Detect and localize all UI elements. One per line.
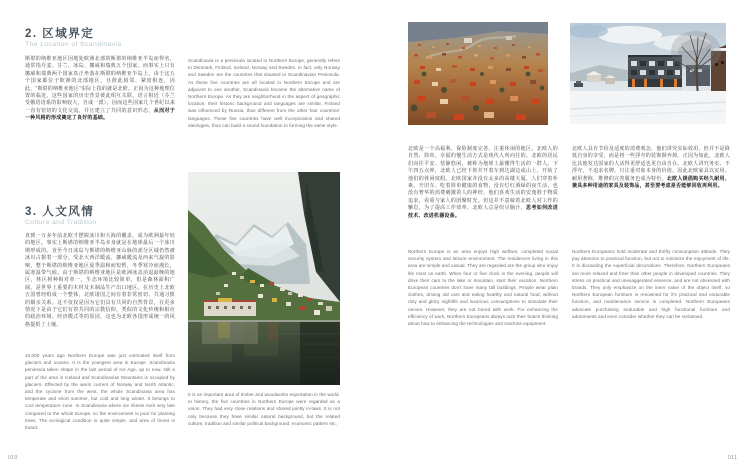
fjord-village-photo xyxy=(188,172,340,385)
snow-street-photo xyxy=(570,23,726,124)
section-subtitle-location: The Location of Scandinavia xyxy=(25,41,122,48)
en-paragraph-timber: It is an important area of timber and woodworks exportation in the world. In history, the five countries in Northern Europe were regarded as a union. They had very close relations and shared jointly in-laws. It is not only because they have similar natural background, but the related culture, tradition and similar political background, economic pattern etc. xyxy=(188,392,340,426)
zh-paragraph-thrift-bold: 北欧人提倡购买经久耐用、兼具多种用途的家具及装饰品，甚至要考虑是否能够回收再利用。 xyxy=(572,175,730,190)
en-paragraph-welfare: Northern Europe is an area enjoys high welfare, completed social security system and leisure environment. The residences living in this area are simple and casual. They are regarded are the group who enjoy life most on earth. When four or five clock in the evening, people will drive their cars to the lake or mountain, start their vacation. Northern European countries don't have many tall buildings. People wear plain clothes, driving old cars and eating healthy and natural food, without ritzy and glitzy nightlife and luxurious consumptions to stimulate their nerves. However, they are not bored with work. For enhancing the efficiency of work, Northern Europeans always rack their brains thinking about how to enhancing the technologies and machine equipment. xyxy=(408,249,558,327)
zh-paragraph-lifestyle-bold: 思考如何改进技术、改进机器设备。 xyxy=(408,205,558,219)
zh-paragraph-thrift-text: 北欧人具有节俭及适度的消费观念，他们讲究实际效用，但并不是降低自身的享受，而是将一些浮夸的装饰摒弃掉。正因为如此，北欧人比其他发达国家的人活得更舒适也更自由自在。北欧人讲究务实、不浮夸、不追求名牌，只注重对象本身的价值。因此北欧家具以实用、耐用著称，维修的完善服务也成为特色。 xyxy=(572,146,730,182)
zh-paragraph-location-bold: 从而对于一种风格的形成奠定了良好的基础。 xyxy=(25,107,175,122)
page-number-right: 011 xyxy=(728,455,738,461)
zh-paragraph-location-text: 斯堪的纳维亚地区因地处欧洲北部的斯堪的纳维亚半岛而得名，通常指丹麦、芬兰、冰岛、挪威和瑞典五个国家。而事实上只有挪威和瑞典两个国家真正坐落在斯堪的纳维亚半岛上。由于这五个国家都位于欧洲的北部地区，且彼此相邻、紧密相连，因此，“斯堪的纳维亚地区”实际上指的就是北欧。正因为这种地理位置的临近，这些国家的历史背景彼此相互关联，语言相近（芬兰受俄语语系的影响较大，自成一派），因而这些国家几个世纪以来一直有密切的文化交流，并且建立了共同的意识形态， xyxy=(25,56,175,114)
section-title-culture: 3. 人文风情 xyxy=(25,206,95,218)
zh-paragraph-lifestyle xyxy=(408,146,558,220)
en-paragraph-consumption: Northern Europeans hold moderate and thrifty consumption attitude. They pay attention to practical function, but not to minimize the enjoyment of life. It is discarding the superficial decorations. Therefore, Northern Europeans are more relaxed and freer than other people in developed countries. They stress on practical and unexaggerated essence, and are not obsessed with brands. They only emphasize on the inner value of the object itself, so Northern European furniture is renowned for it's practical and endurable function, and maintenance service is completed. Northern Europeans advocate purchasing endurable and high functional furniture and adornments and even consider whether they can be reclaimed. xyxy=(572,249,730,319)
en-paragraph-geography: 10,000 years ago Northern Europe was just extricated itself from glaciers and oceans. It is the youngest area in Europe. Scandinavia peninsula taken shape in the last period of Ice Age, up to now, still a part of the area in Iceland and Scandinavian Mountains is occupied by glaciers. Effected by the warm current of Norway and North Atlantic, and the cyclone from the west, the whole Scandinavia area has temperate and short summer, but cold and long winter. It belongs to cool temperature zone. In Scandinavia where ice sheets melt very late compared to the whole Europe, so the environment is poor for planting trees. The ecological condition is quite simple, and area of forest is board. xyxy=(25,353,175,431)
town-aerial-photo xyxy=(408,22,548,125)
zh-paragraph-thrift xyxy=(572,146,730,190)
section-subtitle-culture: Culture and Tradition xyxy=(25,219,97,226)
page-number-left: 010 xyxy=(8,455,18,461)
zh-paragraph-lifestyle-text: 北欧是一个高福利、保险制度完善、注重休闲的地区。北欧人的自然、简单、幸福的慢生活方式是现代人所向往的。北欧的居民们向往平安、恬静悠闲，被称为地球上最懂得生活的一群人。下午四五点钟，北欧人已经下班并开着车到达湖边或山上，开始了他们的休闲度假。北欧国家并没有太多的高楼大厦，人们穿着朴素、开旧车、吃着简单健康的食物，没有灯红酒绿的夜生活，也没有奢华的消费刺激着人的神经。他们喜欢生活的安逸胜于物质追求，看重与家人的团聚时光。但这并不意味着北欧人对工作的懈怠，为了提高工作效率，北欧人总是绞尽脑汁， xyxy=(408,146,558,212)
zh-paragraph-culture: 直到一万多年前北欧才摆脱冰川和大海的覆盖，成为欧洲最年轻的地区。事实上斯堪的纳维亚半岛本身就是在地球最后一个冰川期形成的。直至今日冰岛与斯堪的纳维亚山脉的部分区域仍然被冰川占据着一部分。受北大西洋暖流、挪威暖流及西来气旋的影响，整个斯堪的纳维亚地区夏季温和而短暂，冬季寒冷而漫长，属寒温带气候。由于斯堪的纳维亚地区是欧洲冰盖消退最晚的地区，林区树种相对单一，生态环境比较简单，但是森林面积广阔，是世界上重要的木材及木制品生产出口地区。在历史上北欧五国曾经组成一个整体，北欧诸国之间有着非常密切、共通习惯的姻亲关系。这不仅仅是因为它们具有共同的自然背景，在更多情况下是由于它们有着共同的宗教信仰、类似的文化传统和相应的政治环境、经济模式等的原因，这也为北欧各国形成统一的风格提供了土壤。 xyxy=(25,233,175,328)
en-paragraph-location: Scandinavia is a peninsula located in Northern Europe, generally refers to Denmark, Finland, Iceland, Norway and Sweden. In fact, only Norway and Sweden are the countries that situated in Scandinavian Peninsula. As these five countries are all located in Northern Europe and are adjacent to one another, Scandinavia became the alternative name of Northern Europe. As they are neighborhood in the aspect of geographic location, their historic background and languages are similar. Finland was influenced by Russia, thus different from the other four countries' languages. These five countries have well incorporation and shared ideologies, thus can build a sound foundation to forming the same style. xyxy=(188,58,340,128)
section-title-location: 2. 区域界定 xyxy=(25,28,95,40)
zh-paragraph-location xyxy=(25,56,175,123)
